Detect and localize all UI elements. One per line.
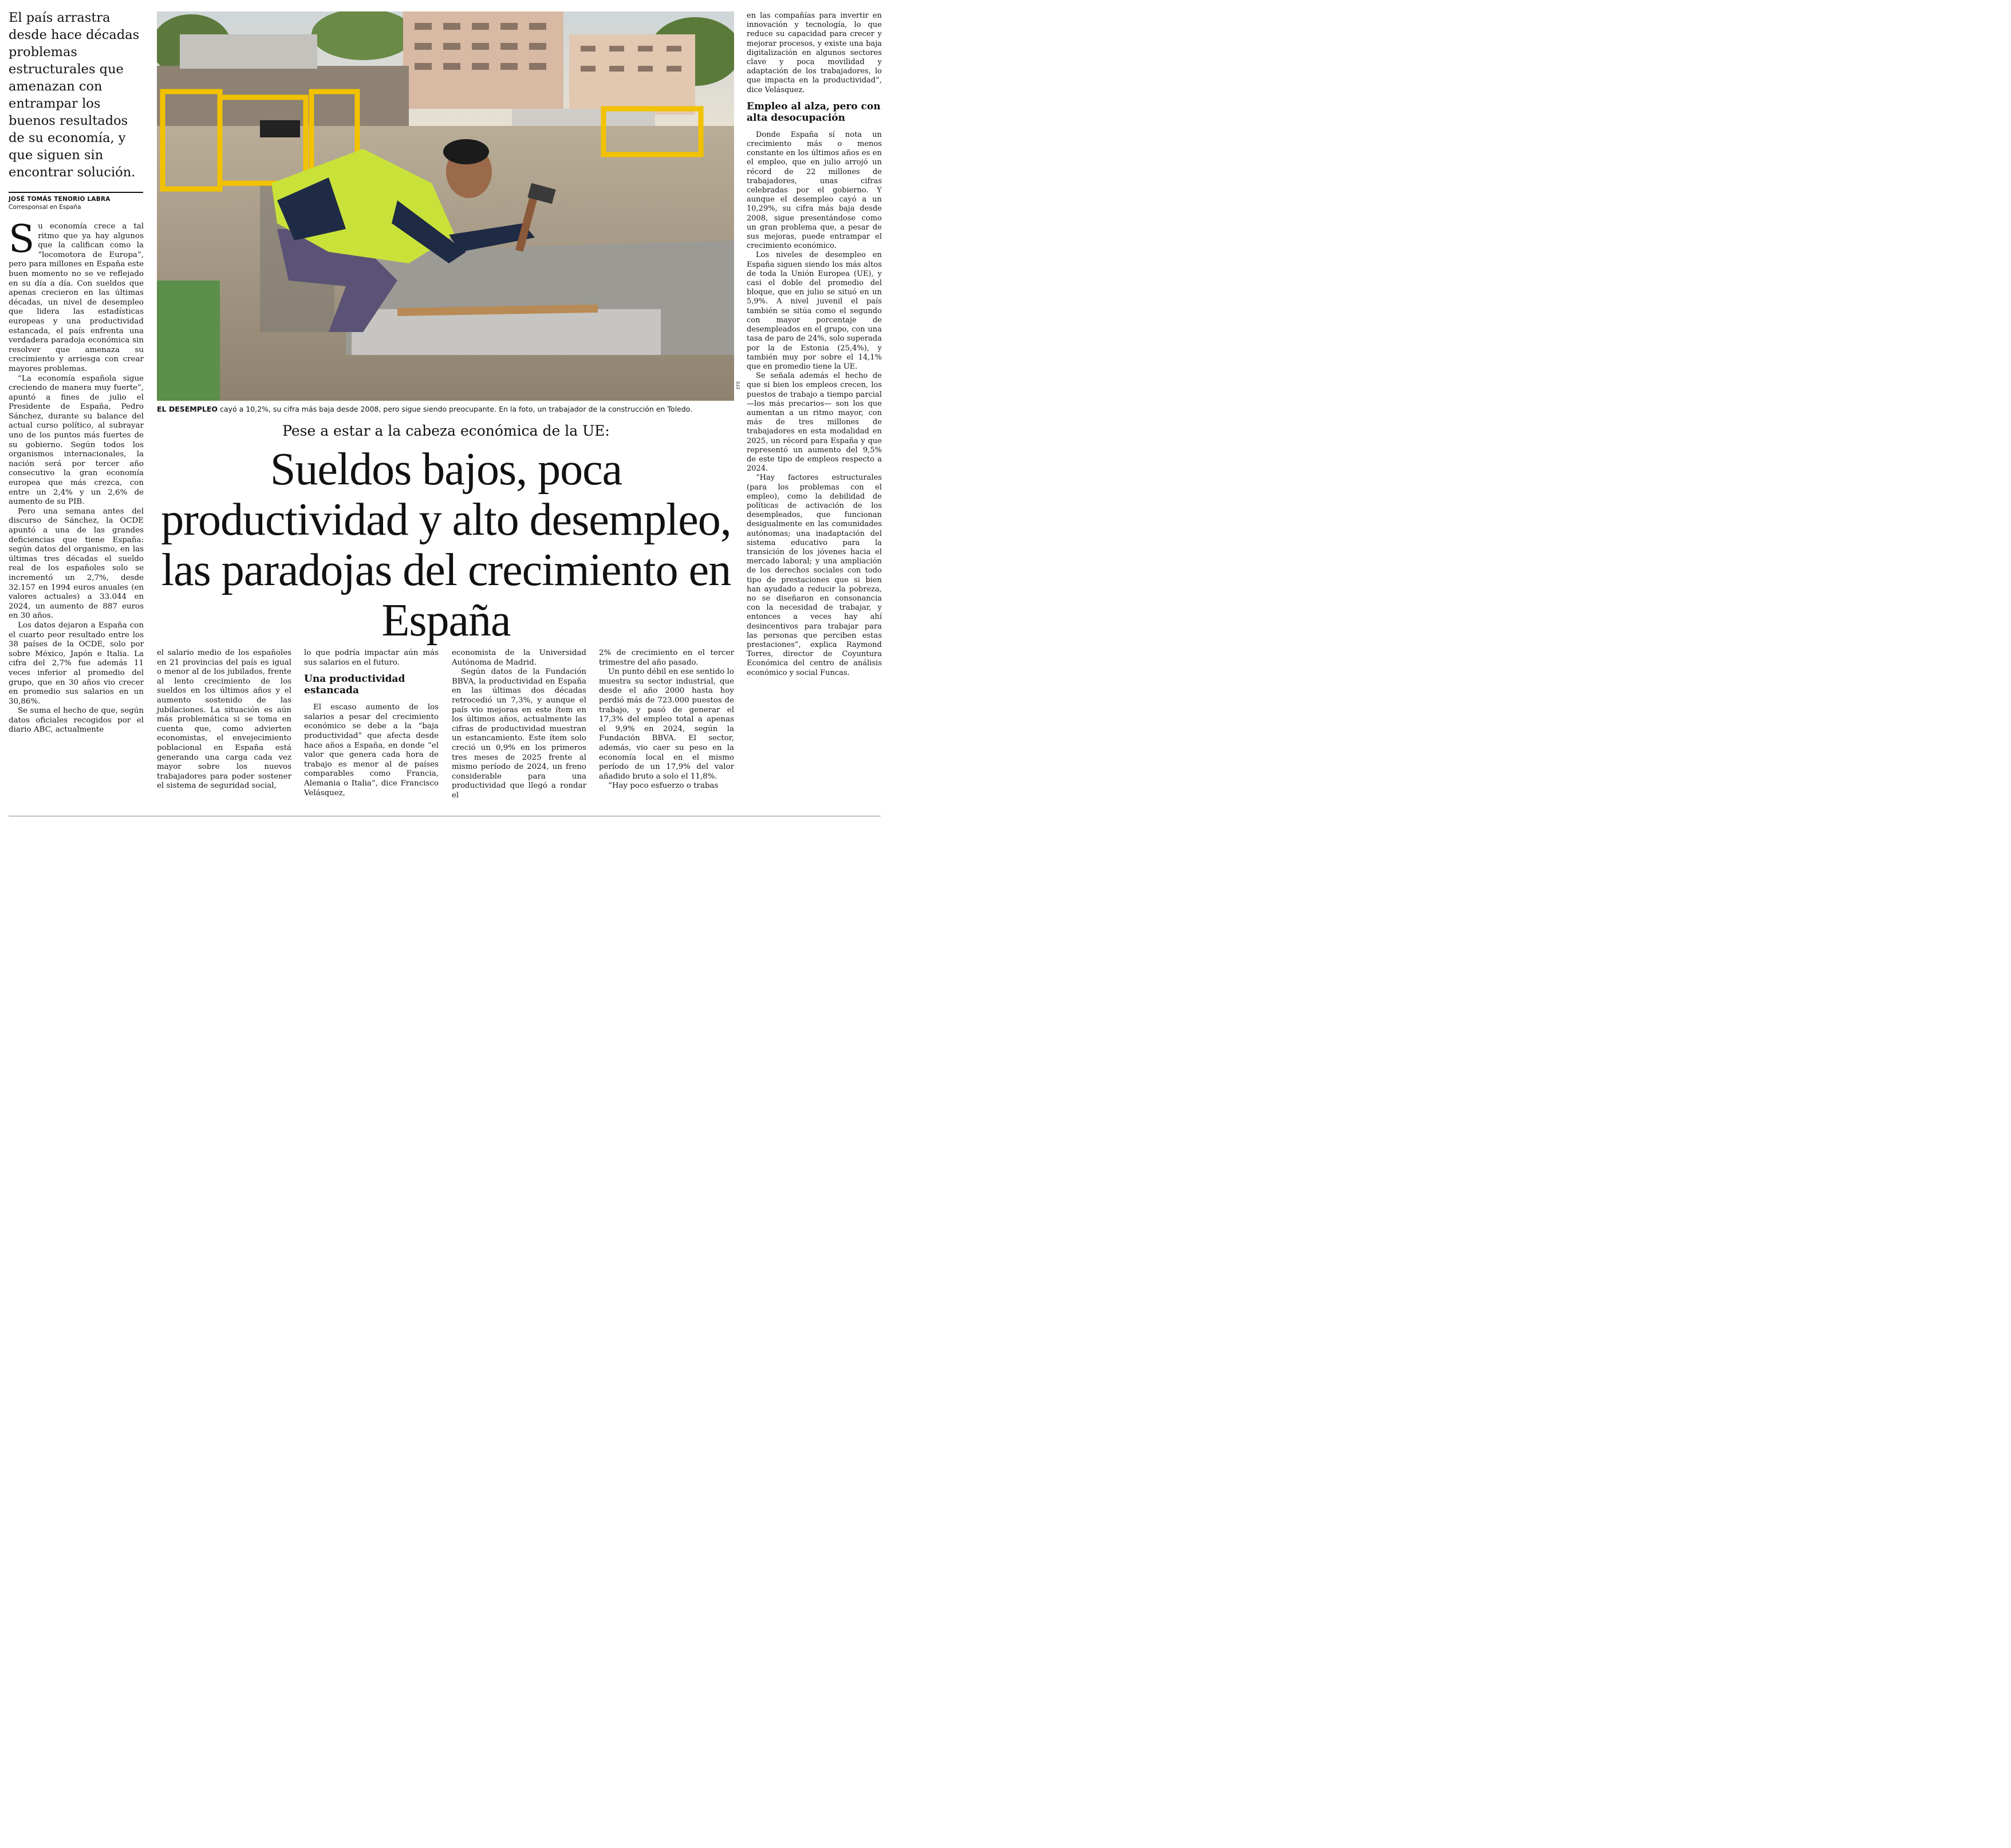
paragraph: en las compañías para invertir en innovación y tecnología, lo que reduce su capacidad para crecer y mejorar procesos, y existe una baja digitalización en algunos sectores clave y poca movilidad y adaptación de los trabajadores, lo que impacta en la productividad”, dice Velásquez.: [747, 11, 882, 94]
paragraph: El escaso aumento de los salarios a pesar del crecimiento económico se debe a la “baja productividad” que afecta desde hace años a España, en donde “el valor que genera cada hora de trabajo es menor al de países comparables como Francia, Alemania o Italia”, dice Francisco Velásquez,: [304, 703, 439, 797]
caption-text: cayó a 10,2%, su cifra más baja desde 2008, pero sigue siendo preocupante. En la foto, un trabajador de la construcción en Toledo.: [218, 405, 693, 413]
author-role: Corresponsal en España: [9, 204, 81, 211]
body-column-1: [9, 217, 144, 735]
photo-caption: [157, 405, 735, 414]
paragraph: 2% de crecimiento en el tercer trimestre del año pasado.: [599, 649, 734, 667]
article-summary: El país arrastra desde hace décadas problemas estructurales que amenazan con entrampar los buenos resultados de su economía, y que siguen sin encontrar solución.: [9, 10, 140, 180]
lead-paragraph: Su economía crece a tal ritmo que ya hay algunos que la califican como la “locomotora de Europa”, pero para millones en España este buen momento no se ve reflejado en su día a día. Con sueldos que apenas crecieron en las últimas décadas, un nivel de desempleo que lidera las estadísticas europeas y una productividad estancada, el país enfrenta una verdadera paradoja económica sin resolver que amenaza su crecimiento y arriesga con crear mayores problemas.: [9, 217, 144, 373]
paragraph: Los niveles de desempleo en España siguen siendo los más altos de toda la Unión Europea (UE), y casi el doble del promedio del bloque, que en julio se situó en un 5,9%. A nivel juvenil el país también se sitúa como el segundo con mayor porcentaje de desempleados en el grupo, con una tasa de paro de 24%, solo superada por la de Estonia (25,4%), y también muy por sobre el 14,1% que en promedio tiene la UE.: [747, 251, 882, 371]
body-column-2: [157, 649, 291, 791]
author-name: JOSÉ TOMÁS TENORIO LABRA: [9, 196, 111, 203]
paragraph: Un punto débil en ese sentido lo muestra su sector industrial, que desde el año 2000 hasta hoy perdió más de 723.000 puestos de trabajo, y pasó de generar el 17,3% del empleo total a apenas el 9,9% en 2024, según la Fundación BBVA. El sector, además, vio caer su peso en la economía local en el mismo período de un 17,9% del valor añadido bruto a solo el 11,8%.: [599, 668, 734, 781]
paragraph: “La economía española sigue creciendo de manera muy fuerte”, apuntó a fines de julio el Presidente de España, Pedro Sánchez, durante su balance del actual curso político, al subrayar uno de los puntos más fuertes de su gobierno. Según todos los organismos internacionales, la nación será por tercer año consecutivo la gran economía europea que más crezca, con entre un 2,4% y un 2,6% de aumento de su PIB.: [9, 374, 144, 507]
subheading: Una productividad estancada: [304, 673, 405, 697]
article-photo: [157, 11, 734, 401]
paragraph: lo que podría impactar aún más sus salarios en el futuro.: [304, 649, 439, 667]
paragraph: Según datos de la Fundación BBVA, la productividad en España en las últimas dos décadas retrocedió un 7,3%, y aunque el país vio mejoras en este ítem en los últimos años, actualmente las cifras de productividad muestran un estancamiento. Este ítem solo creció un 0,9% en los primeros tres meses de 2025 frente al mismo período de 2024, un freno considerable para una productividad que llegó a rondar el: [452, 668, 586, 800]
body-column-6: [747, 11, 882, 678]
paragraph: el salario medio de los españoles en 21 provincias del país es igual o menor al de los jubilados, frente al lento crecimiento de los sueldos en los últimos años y el aumento sostenido de las jubilaciones. La situación es aún más problemática si se toma en cuenta que, como advierten economistas, el envejecimiento poblacional en España está generando una carga cada vez mayor sobre los nuevos trabajadores para poder sostener el sistema de seguridad social,: [157, 649, 291, 791]
subheading: Empleo al alza, pero con alta desocupación: [747, 100, 881, 124]
headline-kicker: Pese a estar a la cabeza económica de la UE:: [282, 422, 610, 439]
paragraph: Los datos dejaron a España con el cuarto peor resultado entre los 38 países de la OCDE, solo por sobre México, Japón e Italia. La cifra del 2,7% fue además 11 veces inferior al promedio del grupo, que en 30 años vio crecer en promedio sus salarios en un 30,86%.: [9, 621, 144, 706]
paragraph: economista de la Universidad Autónoma de Madrid.: [452, 649, 586, 667]
body-column-5: [599, 649, 734, 791]
paragraph: Se señala además el hecho de que si bien los empleos crecen, los puestos de trabajo a tiempo parcial —los más precarios— son los que aumentan a un ritmo mayor, con más de tres millones de trabajadores en esta modalidad en 2025, un récord para España y que representó un aumento del 9,5% de este tipo de empleos respecto a 2024.: [747, 372, 882, 473]
paragraph: Donde España sí nota un crecimiento más o menos constante en los últimos años es en el empleo, que en julio arrojó un récord de 22 millones de trabajadores, unas cifras celebradas por el gobierno. Y aunque el desempleo cayó a un 10,29%, su cifra más baja desde 2008, sigue presentándose como un gran problema que, a pesar de sus mejoras, puede entrampar el crecimiento económico.: [747, 130, 882, 251]
body-column-3: [304, 649, 439, 798]
byline: [9, 196, 143, 211]
byline-divider: [9, 192, 143, 193]
paragraph: Se suma el hecho de que, según datos oficiales recogidos por el diario ABC, actualmente: [9, 706, 144, 735]
headline: Sueldos bajos, poca productividad y alto desempleo, las paradojas del crecimiento en España: [161, 444, 731, 646]
drop-cap: S: [9, 217, 35, 261]
paragraph: “Hay factores estructurales (para los problemas con el empleo), como la debilidad de políticas de activación de los desempleados, que funcionan desigualmente en las comunidades autónomas; una inadaptación del sistema educativo para la transición de los jóvenes hacia el mercado laboral; y una ampliación de los derechos sociales con todo tipo de prestaciones que si bien han ayudado a reducir la pobreza, no se diseñaron en consonancia con la necesidad de trabajar, y entonces a veces hay ahí desincentivos para trabajar para las personas que perciben estas prestaciones”, explica Raymond Torres, director de Coyuntura Económica del centro de análisis económico y social Funcas.: [747, 473, 882, 677]
photo-credit: EFE: [736, 381, 741, 389]
body-column-4: [452, 649, 586, 801]
paragraph: “Hay poco esfuerzo o trabas: [608, 781, 719, 791]
paragraph: Pero una semana antes del discurso de Sánchez, la OCDE apuntó a una de las grandes deficiencias que tiene España: según datos del organismo, en las últimas tres décadas el sueldo real de los españoles solo se incrementó un 2,7%, desde 32.157 en 1994 euros anuales (en valores actuales) a 33.044 en 2024, un aumento de 887 euros en 30 años.: [9, 507, 144, 621]
construction-worker-photo: [157, 11, 734, 401]
caption-lead: EL DESEMPLEO: [157, 405, 218, 413]
